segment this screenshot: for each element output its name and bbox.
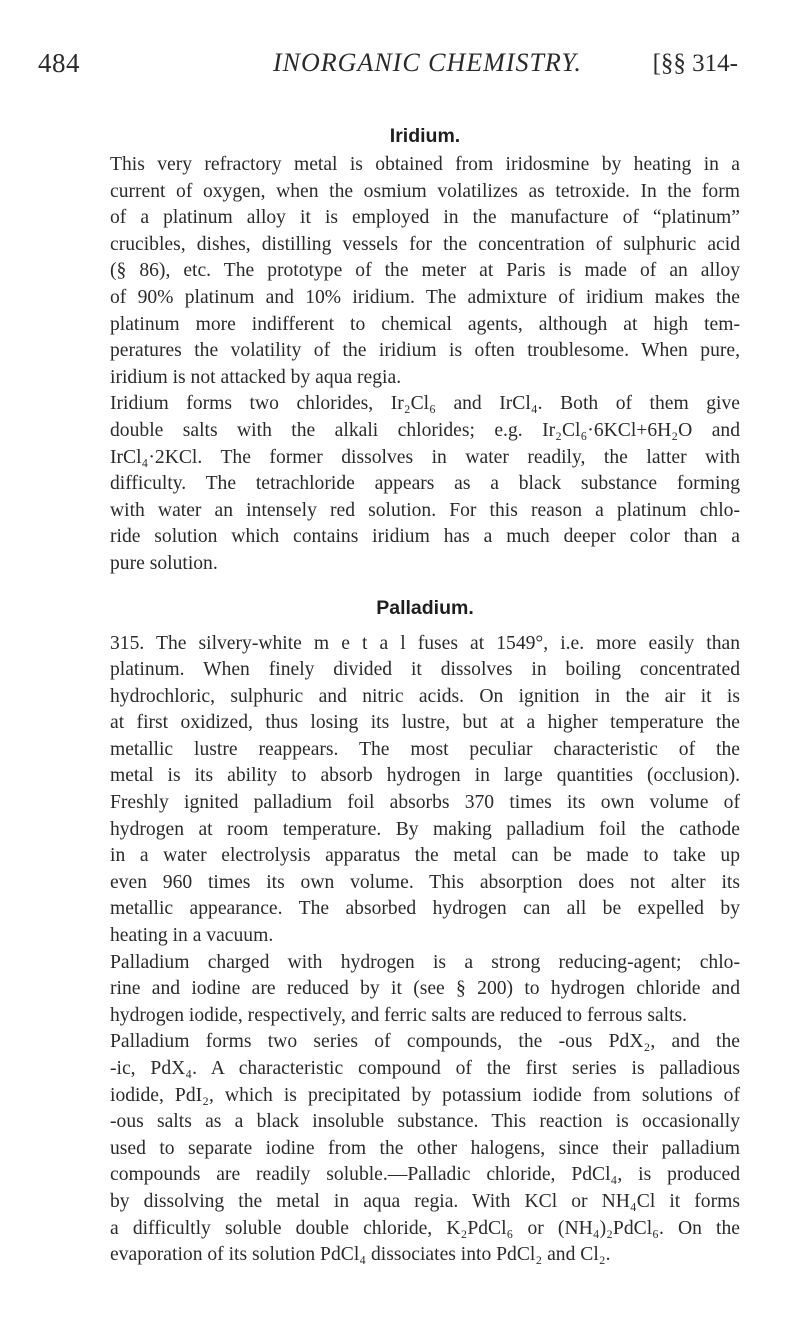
text-line: (§ 86), etc. The prototype of the meter at Paris is made of an alloy: [110, 260, 740, 282]
palladium-heading: Palladium.: [376, 596, 474, 619]
text-line: platinum more indifferent to chemical agents, although at high tem-: [110, 313, 740, 335]
text-line: hydrochloric, sulphuric and nitric acids. On ignition in the air it is: [110, 685, 740, 707]
palladium-paragraph-1: [110, 631, 740, 950]
text-line: Iridium forms two chlorides, Ir₂Cl₆ and IrCl₄. Both of them give: [110, 393, 740, 415]
text-line: Freshly ignited palladium foil absorbs 370 times its own volume of: [110, 792, 740, 814]
text-line: hydrogen iodide, respectively, and ferric salts are reduced to ferrous salts.: [110, 1004, 688, 1026]
text-line: This very refractory metal is obtained from iridosmine by heating in a: [110, 154, 740, 175]
text-line: -ous salts as a black insoluble substance. This reaction is occasionally: [110, 1111, 740, 1133]
text-line: ride solution which contains iridium has a much deeper color than a: [110, 526, 740, 548]
text-line: even 960 times its own volume. This absorption does not alter its: [110, 871, 740, 893]
text-line: heating in a vacuum.: [110, 925, 274, 947]
running-title: INORGANIC CHEMISTRY.: [273, 48, 582, 77]
text-line: by dissolving the metal in aqua regia. With KCl or NH₄Cl it forms: [110, 1190, 740, 1212]
text-line: hydrogen at room temperature. By making palladium foil the cathode: [110, 818, 740, 840]
text-line: metallic appearance. The absorbed hydrogen can all be expelled by: [110, 898, 740, 920]
text-line: 315. The silvery-white m e t a l fuses at 1549°, i.e. more easily than: [110, 632, 740, 654]
iridium-paragraph-2: [110, 391, 740, 577]
text-line: used to separate iodine from the other halogens, since their palladium: [110, 1137, 740, 1159]
iridium-paragraph-1: [110, 152, 740, 391]
text-line: iridium is not attacked by aqua regia.: [110, 366, 402, 388]
text-line: Palladium charged with hydrogen is a strong reducing-agent; chlo-: [110, 951, 740, 973]
text-line: of 90% platinum and 10% iridium. The admixture of iridium makes the: [110, 286, 740, 308]
palladium-paragraph-2: [110, 950, 740, 1030]
palladium-paragraph-3: [110, 1029, 740, 1268]
text-line: metal is its ability to absorb hydrogen in large quantities (occlusion).: [110, 765, 740, 787]
text-block: [110, 123, 740, 1269]
page-number: 484: [38, 48, 80, 78]
section-range: [§§ 314-: [652, 50, 738, 77]
text-line: iodide, PdI₂, which is precipitated by potassium iodide from solutions of: [110, 1084, 740, 1106]
text-line: -ic, PdX₄. A characteristic compound of the first series is palladious: [110, 1058, 740, 1079]
text-line: difficulty. The tetrachloride appears as a black substance forming: [110, 473, 740, 495]
text-line: with water an intensely red solution. For this reason a platinum chlo-: [110, 499, 740, 521]
text-line: IrCl₄·2KCl. The former dissolves in water readily, the latter with: [110, 446, 740, 468]
text-line: in a water electrolysis apparatus the metal can be made to take up: [110, 845, 740, 867]
text-line: Palladium forms two series of compounds, the -ous PdX₂, and the: [110, 1031, 740, 1053]
text-line: double salts with the alkali chlorides; e.g. Ir₂Cl₆·6KCl+6H₂O and: [110, 419, 740, 441]
text-line: compounds are readily soluble.—Palladic chloride, PdCl₄, is produced: [110, 1164, 740, 1186]
text-line: a difficultly soluble double chloride, K₂PdCl₆ or (NH₄)₂PdCl₆. On the: [110, 1217, 740, 1239]
running-head: [38, 48, 738, 84]
text-line: at first oxidized, thus losing its lustre, but at a higher temperature the: [110, 712, 740, 734]
heading-gap: [110, 621, 740, 631]
text-line: current of oxygen, when the osmium volatilizes as tetroxide. In the form: [110, 180, 740, 202]
iridium-heading: Iridium.: [389, 125, 461, 147]
text-line: rine and iodine are reduced by it (see § 200) to hydrogen chloride and: [110, 978, 740, 1000]
text-line: evaporation of its solution PdCl₄ dissociates into PdCl₂ and Cl₂.: [110, 1244, 611, 1266]
text-line: crucibles, dishes, distilling vessels for the concentration of sulphuric acid: [110, 233, 740, 255]
text-line: peratures the volatility of the iridium is often troublesome. When pure,: [110, 340, 740, 362]
text-line: metallic lustre reappears. The most peculiar characteristic of the: [110, 738, 740, 760]
text-line: platinum. When finely divided it dissolves in boiling concentrated: [110, 659, 740, 681]
text-line: pure solution.: [110, 552, 218, 574]
text-line: of a platinum alloy it is employed in the manufacture of “platinum”: [110, 207, 740, 229]
section-gap: [110, 578, 740, 595]
